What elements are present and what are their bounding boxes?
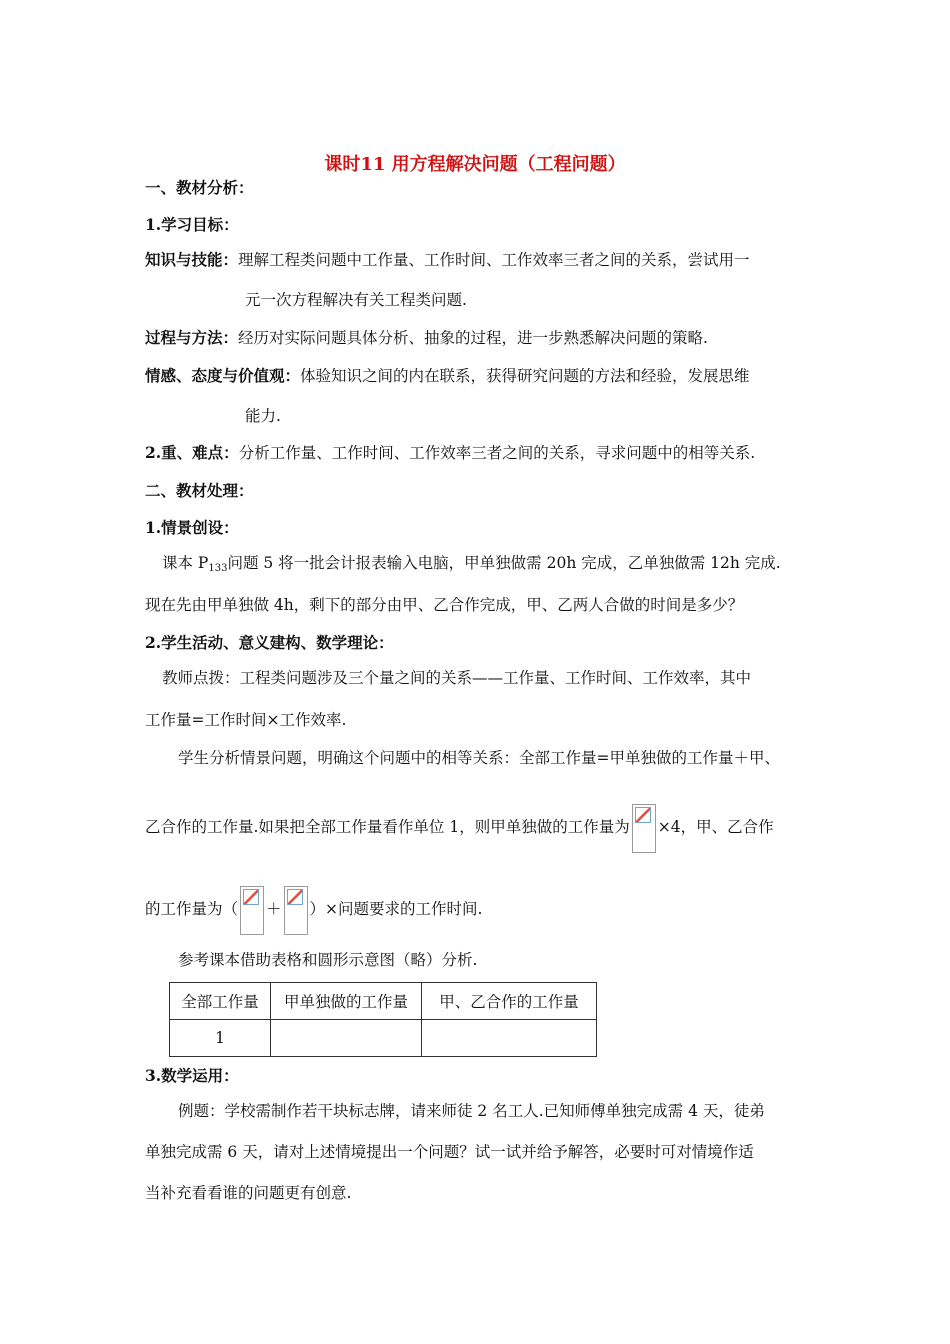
scene-text-b: 问题 5 将一批会计报表输入电脑，甲单独做需 20h 完成，乙单独做需 12h 完成. xyxy=(227,554,781,572)
reference-text: 参考课本借助表格和圆形示意图（略）分析. xyxy=(178,951,478,969)
table-header-cell: 甲单独做的工作量 xyxy=(271,983,422,1020)
student-text-2b: ×4，甲、乙合作 xyxy=(657,818,774,836)
key-label: 2.重、难点： xyxy=(145,443,239,462)
example-text-3: 当补充看看谁的问题更有创意. xyxy=(145,1184,352,1202)
apply-heading: 3.数学运用： xyxy=(145,1066,239,1085)
table-header-cell: 全部工作量 xyxy=(170,983,271,1020)
scene-paragraph-1 xyxy=(162,553,781,579)
example-text-1: 例题：学校需制作若干块标志牌，请来师徒 2 名工人.已知师傅单独完成需 4 天，徒弟 xyxy=(178,1102,765,1120)
scene-subscript: 133 xyxy=(208,563,228,574)
knowledge-line-1 xyxy=(145,250,750,270)
scene-text-a: 课本 P xyxy=(162,554,209,572)
knowledge-text-1: 理解工程类问题中工作量、工作时间、工作效率三者之间的关系，尝试用一 xyxy=(238,251,750,269)
scene-heading: 1.情景创设： xyxy=(145,518,239,537)
student-text-1: 学生分析情景问题，明确这个问题中的相等关系：全部工作量=甲单独做的工作量＋甲、 xyxy=(178,749,780,767)
student-text-3b: ）×问题要求的工作时间. xyxy=(309,900,483,918)
table-row xyxy=(170,1020,597,1057)
page-title: 课时11 用方程解决问题（工程问题） xyxy=(324,154,626,175)
table-cell xyxy=(271,1020,422,1057)
process-line xyxy=(145,328,708,348)
section-heading-processing: 二、教材处理： xyxy=(145,481,254,500)
goals-heading: 1.学习目标： xyxy=(145,215,239,234)
section-heading-analysis: 一、教材分析： xyxy=(145,178,254,197)
student-line-3 xyxy=(145,885,482,935)
process-label: 过程与方法： xyxy=(145,328,239,347)
process-text: 经历对实际问题具体分析、抽象的过程，进一步熟悉解决问题的策略. xyxy=(238,329,708,347)
key-text: 分析工作量、工作时间、工作效率三者之间的关系，寻求问题中的相等关系. xyxy=(238,444,756,462)
fraction-image-icon xyxy=(240,886,264,935)
student-text-2a: 乙合作的工作量.如果把全部工作量看作单位 1，则甲单独做的工作量为 xyxy=(145,818,630,836)
table-header-cell: 甲、乙合作的工作量 xyxy=(422,983,597,1020)
student-line-2 xyxy=(145,803,774,853)
fraction-image-icon xyxy=(632,804,656,853)
knowledge-text-2: 元一次方程解决有关工程类问题. xyxy=(245,291,467,309)
example-text-2: 单独完成需 6 天，请对上述情境提出一个问题？试一试并给予解答，必要时可对情境作适 xyxy=(145,1143,754,1161)
table-header-row xyxy=(170,983,597,1020)
emotion-text-1: 体验知识之间的内在联系，获得研究问题的方法和经验，发展思维 xyxy=(300,367,750,385)
table-cell: 1 xyxy=(170,1020,271,1057)
work-table xyxy=(169,982,597,1057)
student-text-3a: 的工作量为（ xyxy=(145,900,239,918)
teacher-text-2: 工作量=工作时间×工作效率. xyxy=(145,711,347,729)
plus-sign: ＋ xyxy=(266,900,282,918)
fraction-image-icon xyxy=(284,886,308,935)
key-line xyxy=(145,443,755,463)
emotion-label: 情感、态度与价值观： xyxy=(145,366,301,385)
table-cell xyxy=(422,1020,597,1057)
knowledge-label: 知识与技能： xyxy=(145,250,239,269)
scene-paragraph-2: 现在先由甲单独做 4h，剩下的部分由甲、乙合作完成，甲、乙两人合做的时间是多少？ xyxy=(145,596,744,614)
teacher-text-1: 教师点拨：工程类问题涉及三个量之间的关系——工作量、工作时间、工作效率，其中 xyxy=(162,669,752,687)
emotion-text-2: 能力. xyxy=(245,407,281,425)
activity-heading: 2.学生活动、意义建构、数学理论： xyxy=(145,633,394,652)
emotion-line-1 xyxy=(145,366,750,386)
